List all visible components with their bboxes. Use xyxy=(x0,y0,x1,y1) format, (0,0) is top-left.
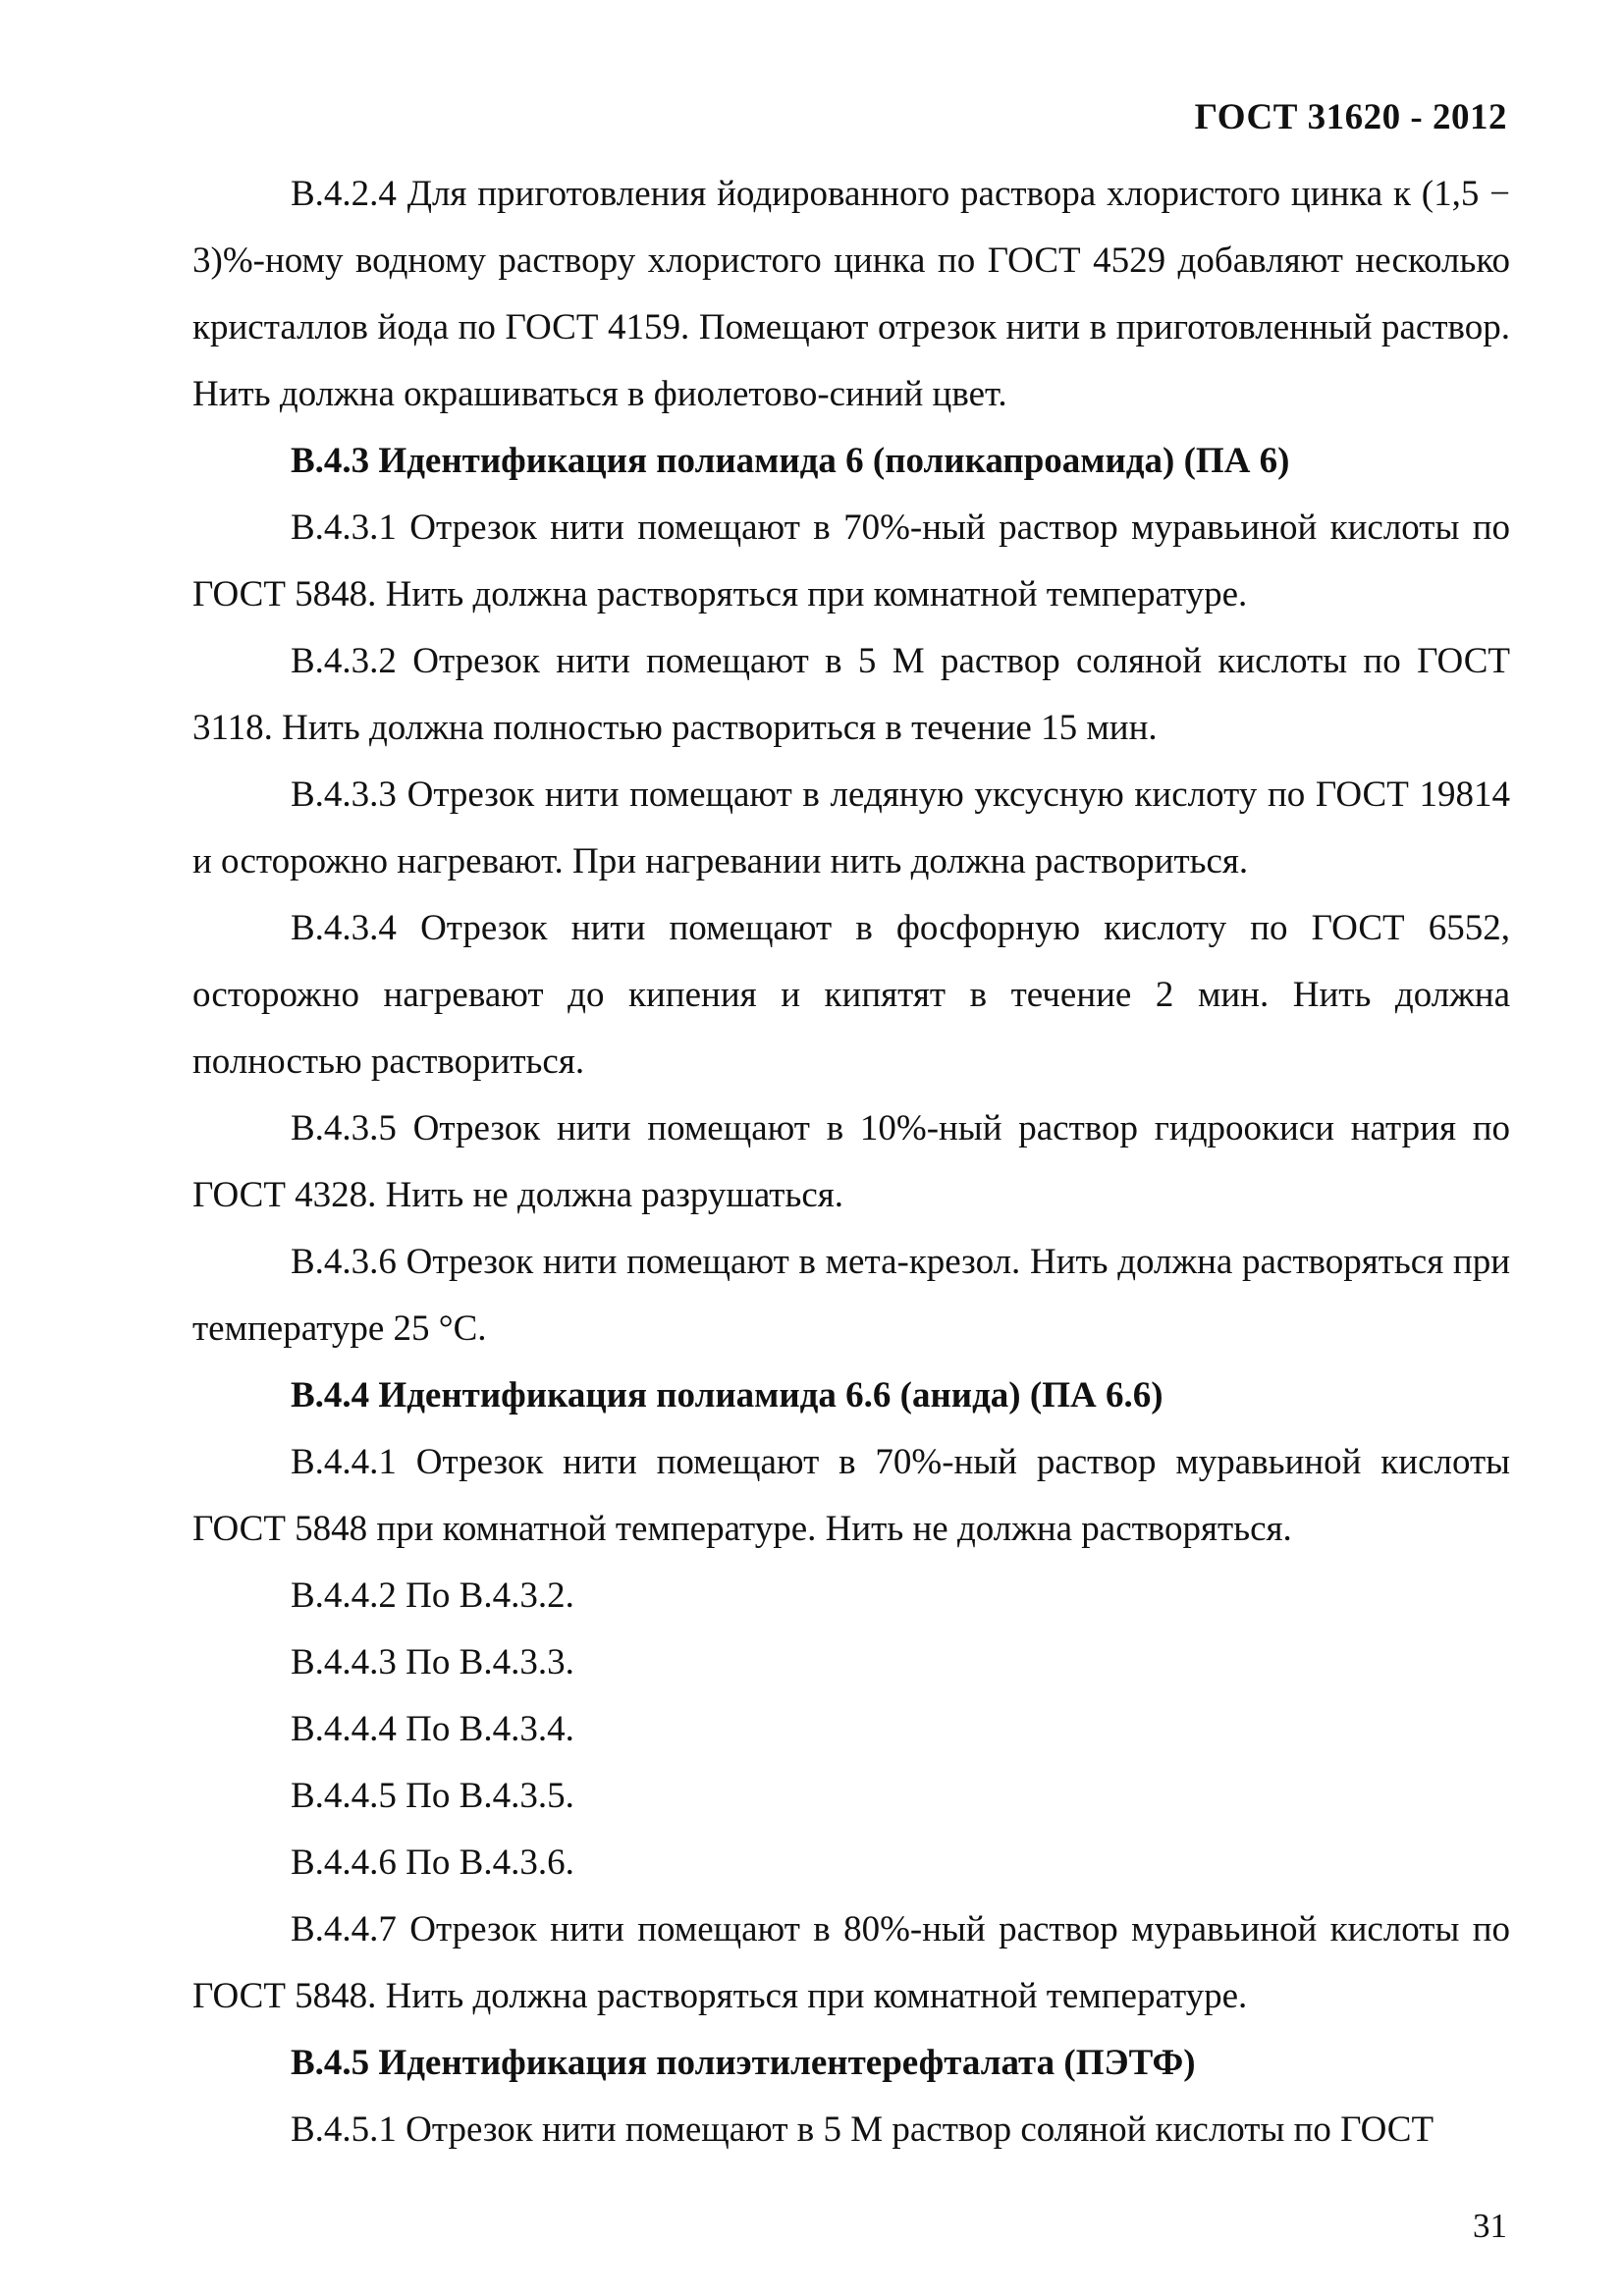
paragraph-b431: B.4.3.1 Отрезок нити помещают в 70%-ный раствор муравьиной кислоты по ГОСТ 5848. Нить должна растворяться при комнатной температуре. xyxy=(192,507,1510,614)
paragraph-b433: B.4.3.3 Отрезок нити помещают в ледяную уксусную кислоту по ГОСТ 19814 и осторожно нагревают. При нагревании нить должна раствориться. xyxy=(192,774,1510,881)
section-heading-b44: B.4.4 Идентификация полиамида 6.6 (анида) (ПА 6.6) xyxy=(291,1375,1163,1415)
paragraph-b432: B.4.3.2 Отрезок нити помещают в 5 М раствор соляной кислоты по ГОСТ 3118. Нить должна полностью раствориться в течение 15 мин. xyxy=(192,641,1510,748)
paragraph-b424: B.4.2.4 Для приготовления йодированного раствора хлористого цинка к (1,5 − 3)%-ному водному раствору хлористого цинка по ГОСТ 4529 добавляют несколько кристаллов йода по ГОСТ 4159. Помещают отрезок нити в приготовленный раствор. Нить должна окрашиваться в фиолетово-синий цвет. xyxy=(192,174,1510,414)
paragraph-b447: B.4.4.7 Отрезок нити помещают в 80%-ный раствор муравьиной кислоты по ГОСТ 5848. Нить должна растворяться при комнатной температуре. xyxy=(192,1909,1510,2016)
paragraph-b434: B.4.3.4 Отрезок нити помещают в фосфорную кислоту по ГОСТ 6552, осторожно нагревают до кипения и кипятят в течение 2 мин. Нить должна полностью раствориться. xyxy=(192,908,1510,1082)
paragraph-b445: B.4.4.5 По B.4.3.5. xyxy=(291,1776,574,1816)
page-number: 31 xyxy=(1473,2207,1507,2245)
paragraph-b441: B.4.4.1 Отрезок нити помещают в 70%-ный раствор муравьиной кислоты ГОСТ 5848 при комнатной температуре. Нить не должна растворяться. xyxy=(192,1442,1510,1549)
document-body xyxy=(192,161,1510,2163)
document-header: ГОСТ 31620 - 2012 xyxy=(1194,97,1507,137)
paragraph-b442: B.4.4.2 По B.4.3.2. xyxy=(291,1575,574,1616)
paragraph-b444: B.4.4.4 По B.4.3.4. xyxy=(291,1709,574,1749)
section-heading-b45: B.4.5 Идентификация полиэтилентерефталата (ПЭТФ) xyxy=(291,2043,1196,2083)
paragraph-b435: B.4.3.5 Отрезок нити помещают в 10%-ный раствор гидроокиси натрия по ГОСТ 4328. Нить не должна разрушаться. xyxy=(192,1108,1510,1215)
section-heading-b43: B.4.3 Идентификация полиамида 6 (поликапроамида) (ПА 6) xyxy=(291,441,1290,481)
paragraph-b443: B.4.4.3 По B.4.3.3. xyxy=(291,1642,574,1682)
paragraph-b436: B.4.3.6 Отрезок нити помещают в мета-крезол. Нить должна растворяться при температуре 25 °С. xyxy=(192,1242,1510,1349)
paragraph-b446: B.4.4.6 По B.4.3.6. xyxy=(291,1842,574,1883)
paragraph-b451: B.4.5.1 Отрезок нити помещают в 5 М раствор соляной кислоты по ГОСТ xyxy=(291,2109,1434,2150)
